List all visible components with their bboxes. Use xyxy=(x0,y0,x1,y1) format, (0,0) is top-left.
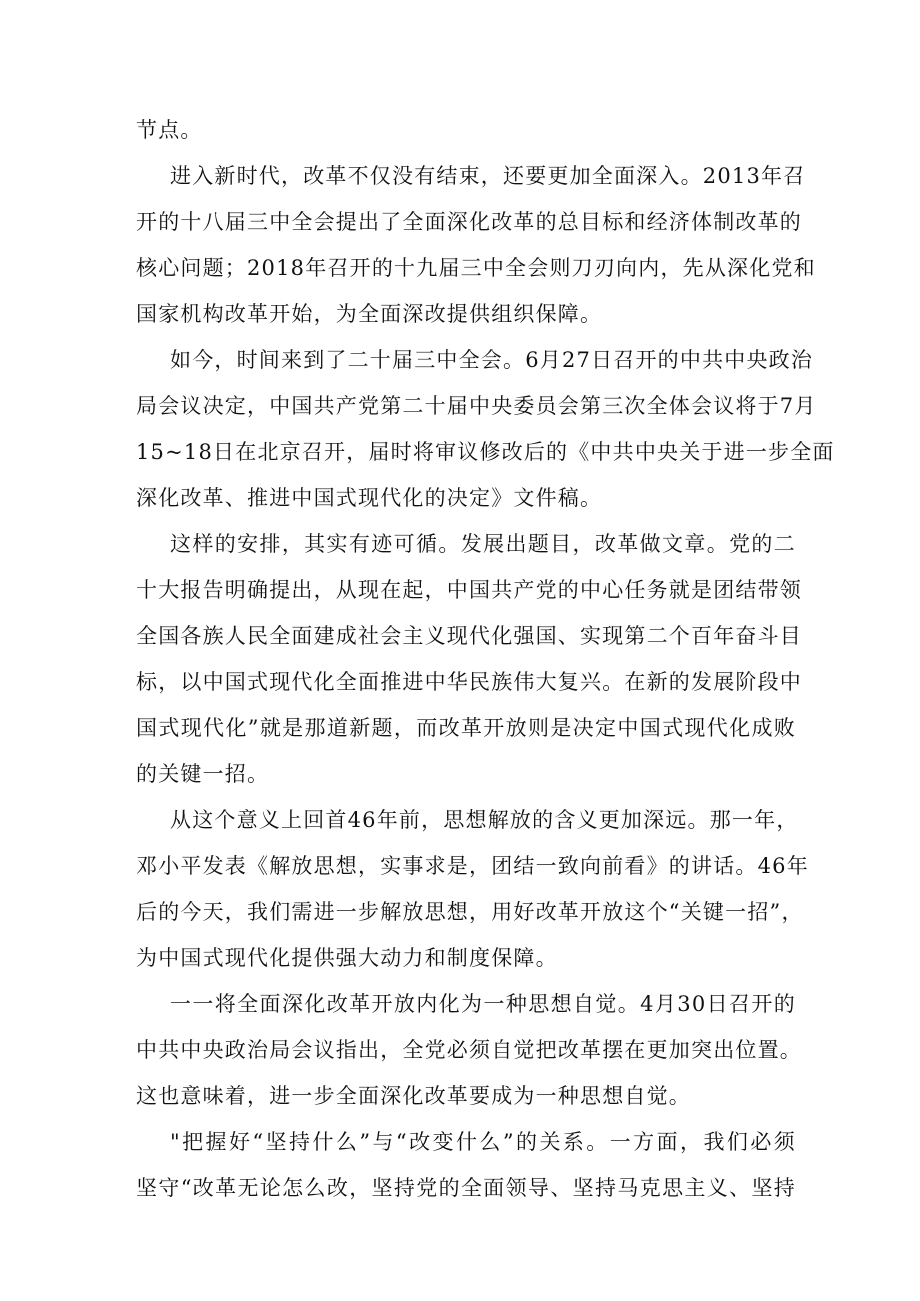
text-line: 从这个意义上回首46年前，思想解放的含义更加深远。那一年， xyxy=(170,808,799,832)
text-line: 十大报告明确提出，从现在起，中国共产党的中心任务就是团结带领 xyxy=(136,578,802,602)
text-line: 为中国式现代化提供强大动力和制度保障。 xyxy=(136,946,558,970)
document-body xyxy=(136,107,835,1211)
text-line: 15~18日在北京召开，届时将审议修改后的《中共中央关于进一步全面 xyxy=(136,440,835,464)
text-line: 如今，时间来到了二十届三中全会。6月27日召开的中共中央政治 xyxy=(170,348,814,372)
text-line: "把握好“坚持什么”与“改变什么”的关系。一方面，我们必须 xyxy=(170,1130,796,1154)
text-line: 核心问题；2018年召开的十九届三中全会则刀刃向内，先从深化党和 xyxy=(136,256,816,280)
text-line: 国式现代化”就是那道新题，而改革开放则是决定中国式现代化成败 xyxy=(136,716,796,740)
text-line: 坚守“改革无论怎么改，坚持党的全面领导、坚持马克思主义、坚持 xyxy=(136,1176,796,1200)
text-line: 标，以中国式现代化全面推进中华民族伟大复兴。在新的发展阶段中 xyxy=(136,670,802,694)
text-line: 后的今天，我们需进一步解放思想，用好改革开放这个“关键一招”， xyxy=(136,900,804,924)
text-line: 节点。 xyxy=(136,118,203,142)
text-line: 一一将全面深化改革开放内化为一种思想自觉。4月30日召开的 xyxy=(170,992,796,1016)
text-line: 邓小平发表《解放思想，实事求是，团结一致向前看》的讲话。46年 xyxy=(136,854,809,878)
text-line: 这也意味着，进一步全面深化改革要成为一种思想自觉。 xyxy=(136,1084,691,1108)
text-line: 开的十八届三中全会提出了全面深化改革的总目标和经济体制改革的 xyxy=(136,210,802,234)
text-line: 深化改革、推进中国式现代化的决定》文件稿。 xyxy=(136,486,603,510)
text-line: 进入新时代，改革不仅没有结束，还要更加全面深入。2013年召 xyxy=(170,164,806,188)
text-line: 局会议决定，中国共产党第二十届中央委员会第三次全体会议将于7月 xyxy=(136,394,817,418)
text-line: 国家机构改革开始，为全面深改提供组织保障。 xyxy=(136,302,603,326)
text-line: 的关键一招。 xyxy=(136,762,270,786)
text-line: 这样的安排，其实有迹可循。发展出题目，改革做文章。党的二 xyxy=(170,532,796,556)
text-line: 全国各族人民全面建成社会主义现代化强国、实现第二个百年奋斗目 xyxy=(136,624,802,648)
text-line: 中共中央政治局会议指出，全党必须自觉把改革摆在更加突出位置。 xyxy=(136,1038,802,1062)
